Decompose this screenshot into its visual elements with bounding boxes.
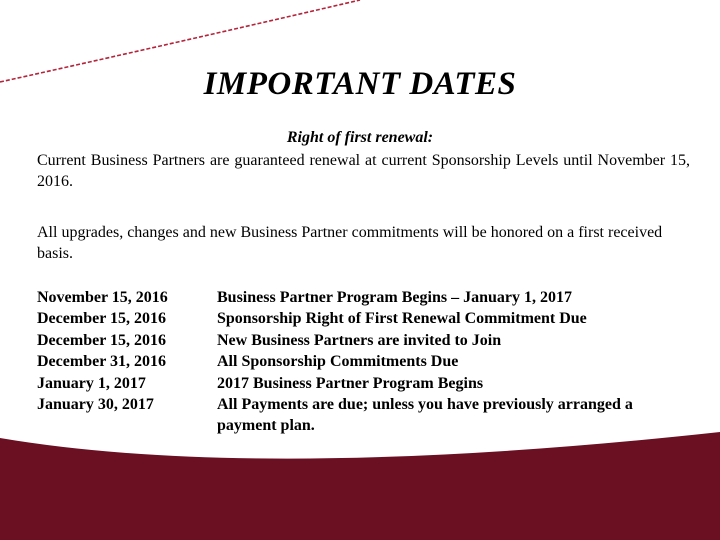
schedule-date: December 15, 2016: [37, 331, 166, 349]
schedule-event: All Payments are due; unless you have previously arranged a payment plan.: [217, 396, 633, 435]
upgrades-paragraph: All upgrades, changes and new Business Partner commitments will be honored on a first received basis.: [37, 224, 663, 262]
schedule-date: January 30, 2017: [37, 396, 154, 414]
schedule-event: 2017 Business Partner Program Begins: [217, 374, 484, 392]
slide-title: IMPORTANT DATES: [203, 66, 517, 102]
schedule-event: All Sponsorship Commitments Due: [217, 353, 459, 371]
schedule-date: December 31, 2016: [37, 353, 166, 371]
schedule-events-column: [217, 287, 657, 437]
slide-subtitle: Right of first renewal:: [286, 129, 434, 146]
schedule-date: November 15, 2016: [37, 289, 168, 306]
schedule-date: December 15, 2016: [37, 310, 166, 328]
schedule-event: New Business Partners are invited to Join: [217, 331, 502, 349]
schedule-date: January 1, 2017: [37, 374, 146, 392]
schedule-event: Sponsorship Right of First Renewal Commitment Due: [217, 310, 587, 328]
bottom-maroon-swoosh: [0, 432, 720, 540]
renewal-paragraph: Current Business Partners are guaranteed renewal at current Sponsorship Levels until November 15, 2016.: [37, 152, 690, 190]
schedule-dates-column: [37, 287, 168, 415]
schedule-event: Business Partner Program Begins – January 1, 2017: [217, 289, 572, 306]
